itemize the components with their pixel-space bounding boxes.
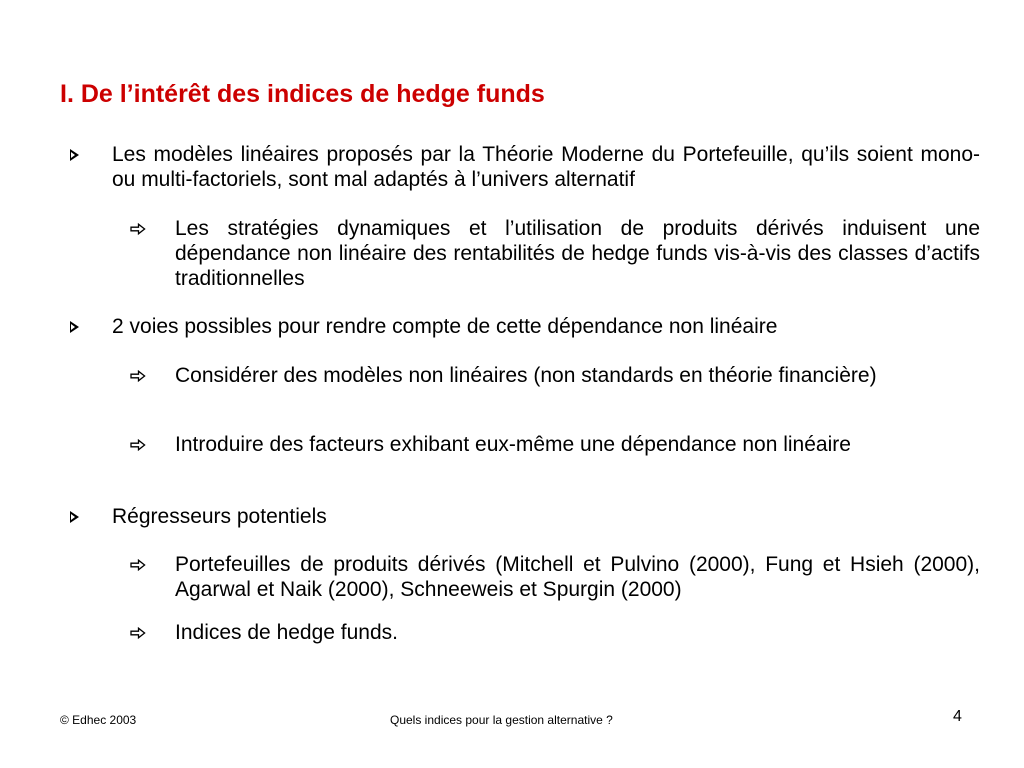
page-number: 4 xyxy=(953,708,962,725)
sub-bullet-item xyxy=(130,216,980,291)
bullet-text: 2 voies possibles pour rendre compte de cette dépendance non linéaire xyxy=(112,315,778,338)
bullet-item xyxy=(70,142,980,192)
sub-bullet-item xyxy=(130,363,980,388)
sub-bullet-item xyxy=(130,620,980,645)
outline-right-arrow-icon xyxy=(130,216,152,241)
sub-bullet-item xyxy=(130,432,980,457)
sub-bullet-text: Les stratégies dynamiques et l’utilisation de produits dérivés induisent une dépendance non linéaire des rentabilités de hedge funds vis-à-vis des classes d’actifs traditionnelles xyxy=(175,217,980,290)
footer-presentation-title: Quels indices pour la gestion alternative ? xyxy=(390,713,613,727)
arrowhead-bullet-icon xyxy=(70,504,92,529)
bullet-text: Les modèles linéaires proposés par la Théorie Moderne du Portefeuille, qu’ils soient mono- ou multi-factoriels, sont mal adaptés à l’univers alternatif xyxy=(112,143,980,191)
sub-bullet-item xyxy=(130,552,980,602)
sub-bullet-text: Portefeuilles de produits dérivés (Mitchell et Pulvino (2000), Fung et Hsieh (2000), Agarwal et Naik (2000), Schneeweis et Spurgin (2000) xyxy=(175,553,980,601)
arrowhead-bullet-icon xyxy=(70,142,92,167)
outline-right-arrow-icon xyxy=(130,552,152,577)
footer-copyright: © Edhec 2003 xyxy=(60,713,137,727)
bullet-item xyxy=(70,504,980,529)
slide-title: I. De l’intérêt des indices de hedge funds xyxy=(60,80,545,108)
sub-bullet-text: Introduire des facteurs exhibant eux-même une dépendance non linéaire xyxy=(175,433,851,456)
outline-right-arrow-icon xyxy=(130,363,152,388)
sub-bullet-text: Indices de hedge funds. xyxy=(175,621,399,644)
sub-bullet-text: Considérer des modèles non linéaires (non standards en théorie financière) xyxy=(175,364,877,387)
outline-right-arrow-icon xyxy=(130,432,152,457)
bullet-item xyxy=(70,314,980,339)
bullet-text: Régresseurs potentiels xyxy=(112,505,327,528)
outline-right-arrow-icon xyxy=(130,620,152,645)
arrowhead-bullet-icon xyxy=(70,314,92,339)
